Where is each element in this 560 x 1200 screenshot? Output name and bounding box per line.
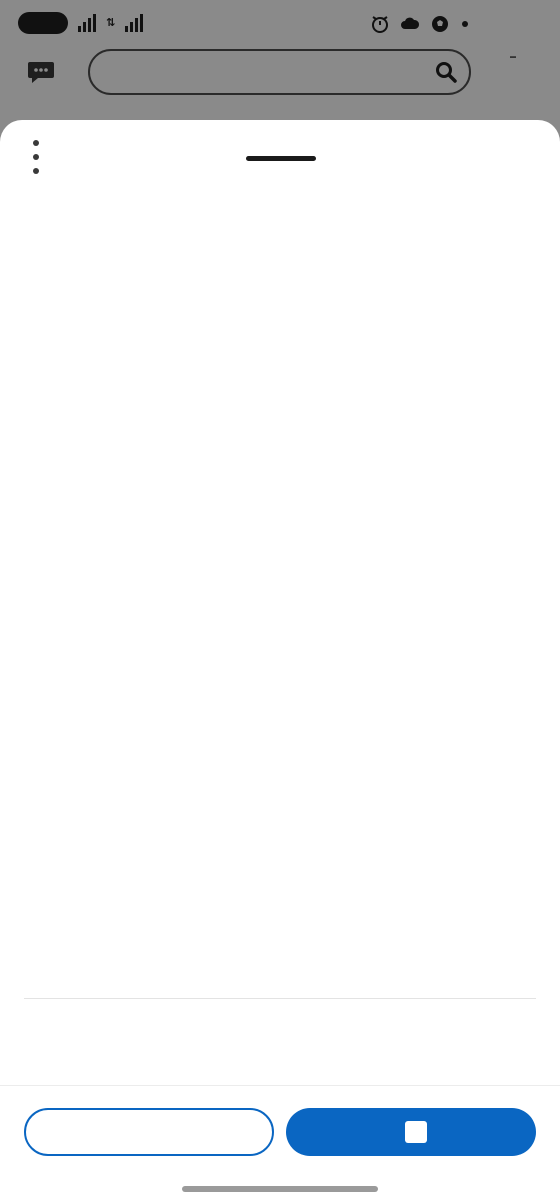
company-logo[interactable] <box>496 54 530 94</box>
status-right-icons <box>370 14 470 34</box>
linkedin-icon <box>405 1121 427 1143</box>
app-header <box>0 44 560 104</box>
logo-mark-icon: ▬ <box>510 54 516 60</box>
more-options-icon[interactable] <box>30 140 42 174</box>
data-arrows-icon: ⇅ <box>106 17 116 29</box>
section-divider <box>24 998 536 999</box>
search-icon <box>435 61 457 83</box>
notification-dot-icon <box>460 14 470 34</box>
drag-handle[interactable] <box>246 156 316 161</box>
status-left-icons <box>18 12 143 34</box>
signal-icon-2 <box>125 14 143 32</box>
job-description-body <box>0 176 560 226</box>
gesture-nav-bar[interactable] <box>182 1186 378 1192</box>
save-button[interactable] <box>24 1108 274 1156</box>
cloud-icon <box>400 14 420 34</box>
action-bar <box>0 1085 560 1200</box>
status-bar <box>0 0 560 50</box>
messaging-icon[interactable] <box>26 56 56 86</box>
cut-off-line <box>0 176 560 195</box>
signal-icon <box>78 14 96 32</box>
job-details-sheet <box>0 120 560 1200</box>
battery-icon <box>18 12 68 34</box>
job-description[interactable] <box>0 176 560 996</box>
alarm-icon <box>370 14 390 34</box>
easy-apply-button[interactable] <box>286 1108 536 1156</box>
football-icon <box>430 14 450 34</box>
network-type <box>106 18 115 28</box>
job-search-input[interactable] <box>88 49 471 95</box>
